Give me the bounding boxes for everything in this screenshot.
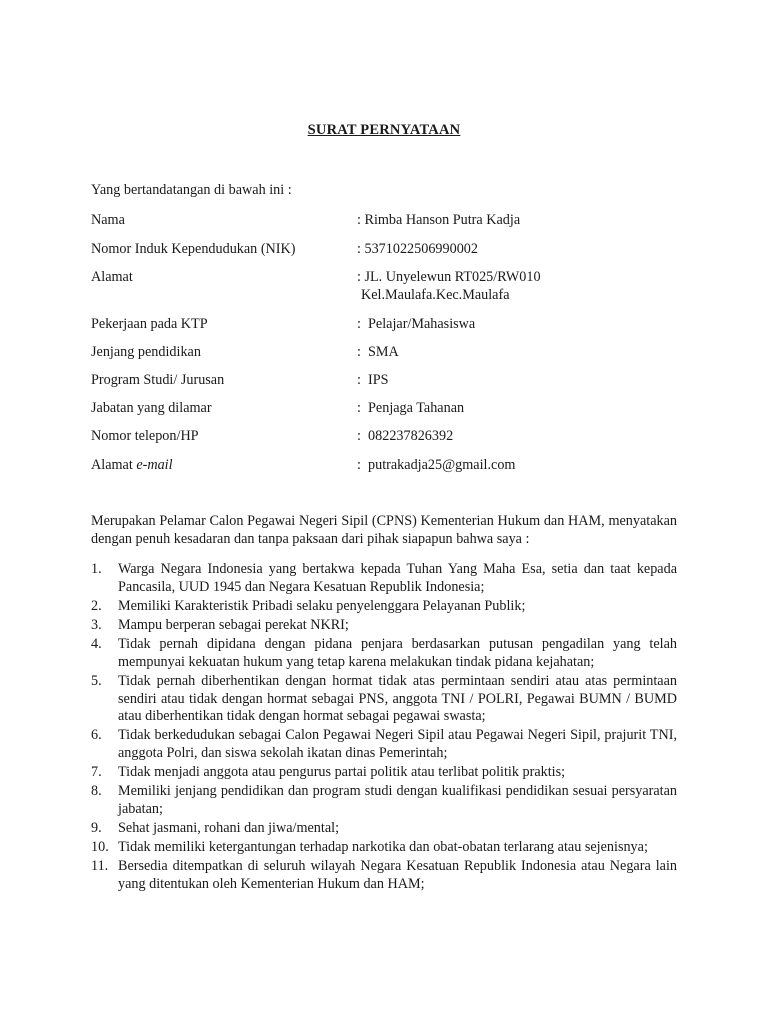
list-item xyxy=(91,783,677,818)
list-item-number: 10. xyxy=(91,839,109,856)
list-item-text: Tidak berkedudukan sebagai Calon Pegawai Negeri Sipil atau Pegawai Negeri Sipil, prajurit TNI, anggota Polri, dan siswa sekolah ikatan dinas Pemerintah; xyxy=(118,727,677,761)
list-item xyxy=(91,820,677,838)
list-item-number: 11. xyxy=(91,858,109,875)
list-item-number: 5. xyxy=(91,672,102,689)
list-item xyxy=(91,727,677,762)
field-label: Nomor Induk Kependudukan (NIK) xyxy=(91,241,296,257)
list-item-text: Tidak pernah dipidana dengan pidana penjara berdasarkan putusan pengadilan yang telah mempunyai kekuatan hukum yang tetap karena melakukan tindak pidana kejahatan; xyxy=(118,636,677,670)
intro-text: Yang bertandatangan di bawah ini : xyxy=(91,182,292,198)
field-label-italic: e-mail xyxy=(136,457,173,473)
list-item xyxy=(91,673,677,726)
list-item-number: 7. xyxy=(91,764,102,781)
list-item-text: Tidak menjadi anggota atau pengurus partai politik atau terlibat politik praktis; xyxy=(118,764,566,781)
list-item-number: 3. xyxy=(91,616,102,633)
list-item xyxy=(91,617,677,635)
list-item-number: 8. xyxy=(91,783,102,800)
list-item-number: 4. xyxy=(91,636,102,653)
list-item-text: Bersedia ditempatkan di seluruh wilayah Negara Kesatuan Republik Indonesia atau Negara lain yang ditentukan oleh Kementerian Hukum dan HAM; xyxy=(118,858,677,893)
field-label: Jenjang pendidikan xyxy=(91,344,201,360)
list-item-text: Tidak pernah diberhentikan dengan hormat tidak atas permintaan sendiri atau atas permintaan sendiri atau tidak dengan hormat sebagai PNS, anggota TNI / POLRI, Pegawai BUMN / BUMD atau diberhentikan tidak dengan hormat sebagai pegawai swasta; xyxy=(118,672,677,725)
field-value: : 5371022506990002 xyxy=(357,241,478,257)
field-value: : Penjaga Tahanan xyxy=(357,400,465,416)
field-label: Jabatan yang dilamar xyxy=(91,400,212,416)
list-item-text: Mampu berperan sebagai perekat NKRI; xyxy=(118,616,349,633)
field-value: : JL. Unyelewun RT025/RW010 xyxy=(357,269,541,285)
field-value: : IPS xyxy=(357,372,389,388)
field-value-line2: Kel.Maulafa.Kec.Maulafa xyxy=(361,287,510,303)
list-item xyxy=(91,598,677,616)
field-label: Nomor telepon/HP xyxy=(91,428,199,444)
field-label xyxy=(91,456,173,474)
statement-list xyxy=(91,561,677,895)
field-value: : Pelajar/Mahasiswa xyxy=(357,316,476,332)
field-label-text: Alamat xyxy=(91,457,137,473)
field-label: Program Studi/ Jurusan xyxy=(91,372,225,388)
field-value: : putrakadja25@gmail.com xyxy=(357,457,516,473)
list-item-text: Memiliki Karakteristik Pribadi selaku penyelenggara Pelayanan Publik; xyxy=(118,597,526,614)
list-item-text: Sehat jasmani, rohani dan jiwa/mental; xyxy=(118,820,340,837)
list-item-number: 9. xyxy=(91,820,102,837)
list-item xyxy=(91,858,677,893)
document-title: SURAT PERNYATAAN xyxy=(307,122,461,138)
list-item xyxy=(91,636,677,671)
list-item xyxy=(91,839,677,857)
field-value: : SMA xyxy=(357,344,399,360)
list-item xyxy=(91,561,677,596)
field-label: Nama xyxy=(91,212,125,228)
list-item-text: Warga Negara Indonesia yang bertakwa kepada Tuhan Yang Maha Esa, setia dan taat kepada Pancasila, UUD 1945 dan Negara Kesatuan Republik Indonesia; xyxy=(118,561,677,595)
field-value: : 082237826392 xyxy=(357,428,454,444)
list-item-number: 6. xyxy=(91,727,102,744)
field-value: : Rimba Hanson Putra Kadja xyxy=(357,212,521,228)
list-item-number: 2. xyxy=(91,597,102,614)
list-item xyxy=(91,764,677,782)
statement-paragraph: Merupakan Pelamar Calon Pegawai Negeri Sipil (CPNS) Kementerian Hukum dan HAM, menyatakan dengan penuh kesadaran dan tanpa paksaan dari pihak siapapun bahwa saya : xyxy=(91,513,677,547)
list-item-number: 1. xyxy=(91,561,102,577)
field-label: Alamat xyxy=(91,269,133,285)
list-item-text: Memiliki jenjang pendidikan dan program studi dengan kualifikasi pendidikan sesuai persyaratan jabatan; xyxy=(118,783,677,817)
list-item-text: Tidak memiliki ketergantungan terhadap narkotika dan obat-obatan terlarang atau sejenisnya; xyxy=(118,839,648,856)
field-label: Pekerjaan pada KTP xyxy=(91,316,208,332)
